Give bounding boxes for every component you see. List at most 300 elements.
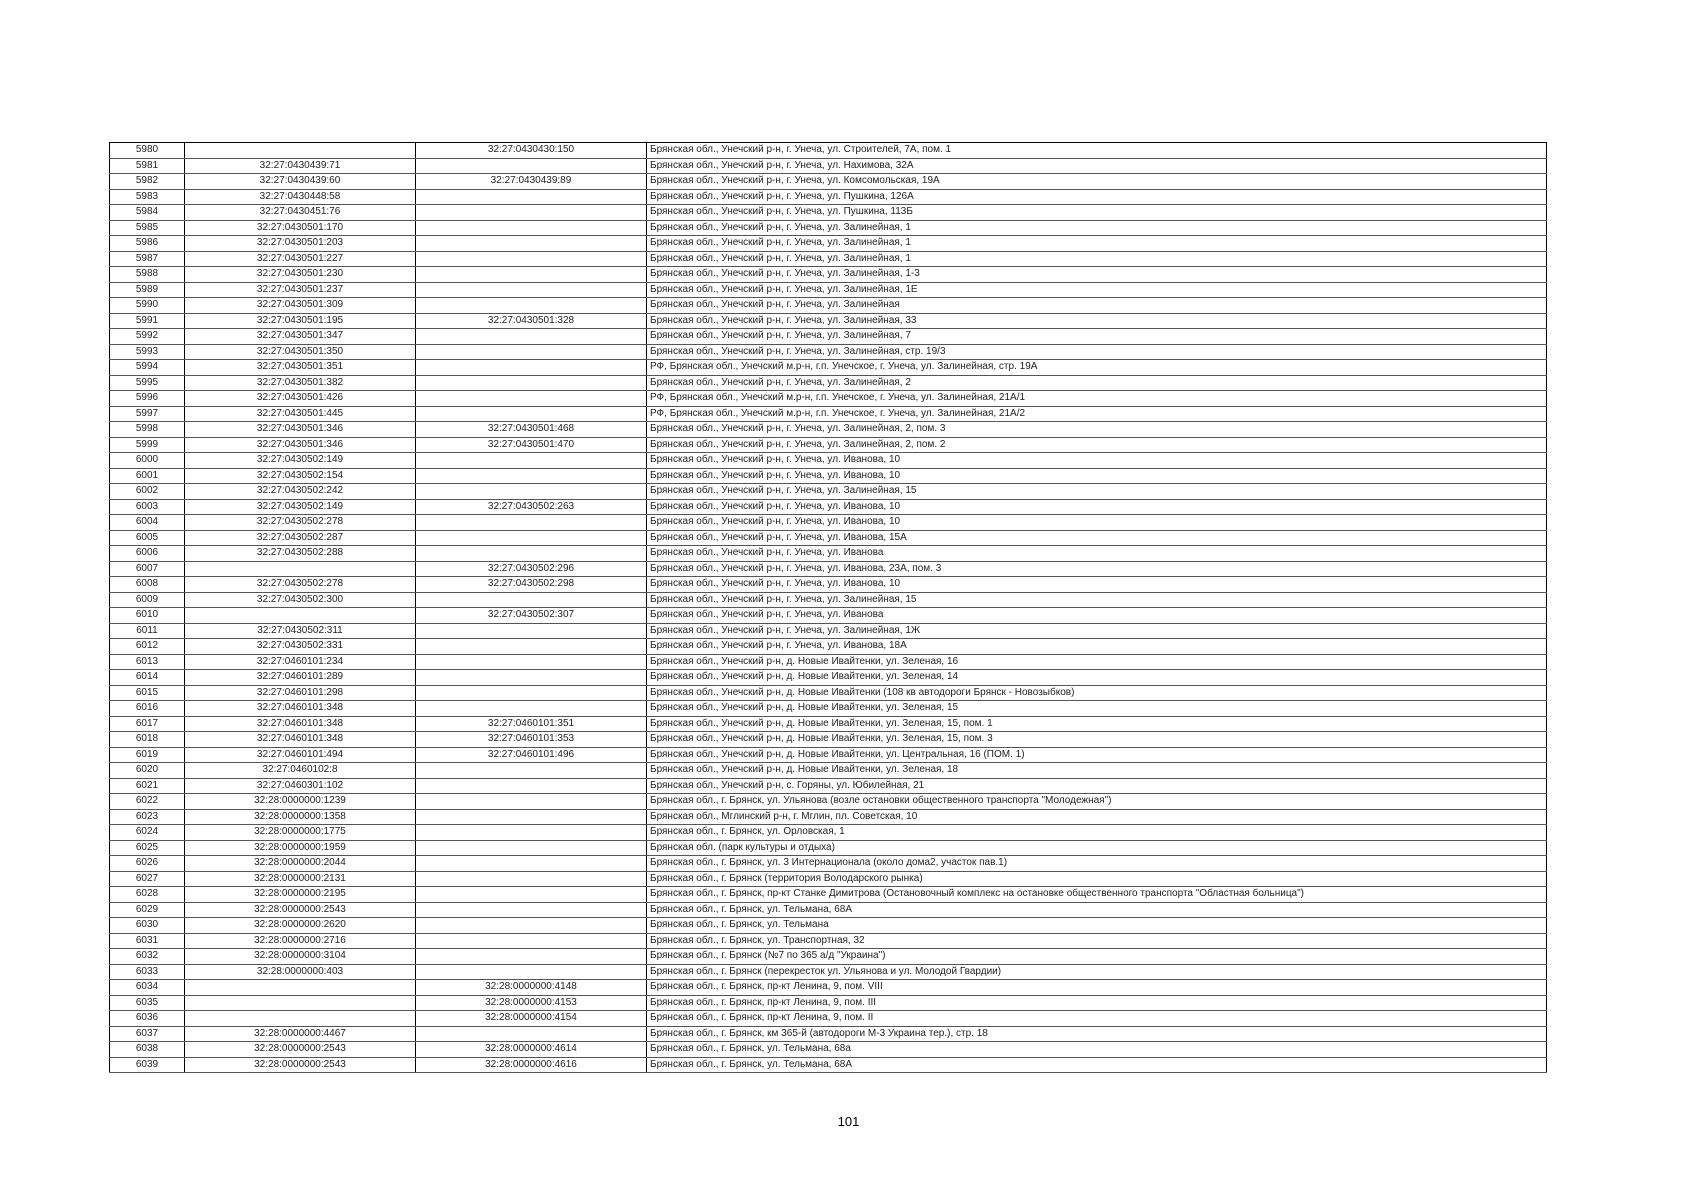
cadastral-number-cell: 32:27:0430502:300 xyxy=(185,592,416,608)
address-cell: Брянская обл., Унечский р-н, д. Новые Ивайтенки, ул. Зеленая, 18 xyxy=(647,763,1547,779)
row-number-cell: 6009 xyxy=(110,592,185,608)
cadastral-number-cell: 32:27:0430501:346 xyxy=(185,437,416,453)
table-row xyxy=(110,949,1547,965)
row-number-cell: 6034 xyxy=(110,980,185,996)
cadastral-number-cell: 32:27:0460101:289 xyxy=(185,670,416,686)
row-number-cell: 6001 xyxy=(110,468,185,484)
cadastral-number-cell: 32:27:0430501:203 xyxy=(185,236,416,252)
address-cell: Брянская обл., Унечский р-н, г. Унеча, ул. Пушкина, 126А xyxy=(647,189,1547,205)
linked-cadastral-number-cell: 32:28:0000000:4614 xyxy=(416,1042,647,1058)
address-cell: Брянская обл., г. Брянск, пр-кт Ленина, 9, пом. II xyxy=(647,1011,1547,1027)
cadastral-number-cell: 32:28:0000000:1959 xyxy=(185,840,416,856)
linked-cadastral-number-cell xyxy=(416,298,647,314)
cadastral-number-cell xyxy=(185,143,416,159)
cadastral-number-cell: 32:28:0000000:2716 xyxy=(185,933,416,949)
linked-cadastral-number-cell: 32:27:0430430:150 xyxy=(416,143,647,159)
address-cell: Брянская обл., Унечский р-н, г. Унеча, ул. Залинейная, 33 xyxy=(647,313,1547,329)
linked-cadastral-number-cell xyxy=(416,484,647,500)
address-cell: Брянская обл., Унечский р-н, г. Унеча, ул. Иванова, 10 xyxy=(647,468,1547,484)
linked-cadastral-number-cell xyxy=(416,1026,647,1042)
address-cell: Брянская обл., Унечский р-н, г. Унеча, ул. Залинейная, 7 xyxy=(647,329,1547,345)
row-number-cell: 6028 xyxy=(110,887,185,903)
cadastral-number-cell: 32:27:0430501:309 xyxy=(185,298,416,314)
registry-table xyxy=(109,142,1547,1073)
cadastral-number-cell: 32:27:0430502:287 xyxy=(185,530,416,546)
linked-cadastral-number-cell xyxy=(416,546,647,562)
table-row xyxy=(110,887,1547,903)
linked-cadastral-number-cell xyxy=(416,654,647,670)
table-row xyxy=(110,794,1547,810)
address-cell: Брянская обл., Унечский р-н, г. Унеча, ул. Залинейная, 2, пом. 2 xyxy=(647,437,1547,453)
row-number-cell: 6033 xyxy=(110,964,185,980)
table-row xyxy=(110,701,1547,717)
table-row xyxy=(110,747,1547,763)
linked-cadastral-number-cell xyxy=(416,809,647,825)
table-row xyxy=(110,933,1547,949)
table-row xyxy=(110,840,1547,856)
table-row xyxy=(110,685,1547,701)
cadastral-number-cell: 32:27:0430502:242 xyxy=(185,484,416,500)
cadastral-number-cell: 32:27:0460101:348 xyxy=(185,716,416,732)
row-number-cell: 6017 xyxy=(110,716,185,732)
table-row xyxy=(110,329,1547,345)
table-row xyxy=(110,871,1547,887)
row-number-cell: 6008 xyxy=(110,577,185,593)
table-row xyxy=(110,484,1547,500)
table-row xyxy=(110,778,1547,794)
cadastral-number-cell: 32:27:0430502:154 xyxy=(185,468,416,484)
table-row xyxy=(110,1011,1547,1027)
row-number-cell: 5981 xyxy=(110,158,185,174)
cadastral-number-cell: 32:27:0430501:350 xyxy=(185,344,416,360)
table-row xyxy=(110,856,1547,872)
cadastral-number-cell: 32:28:0000000:4467 xyxy=(185,1026,416,1042)
linked-cadastral-number-cell xyxy=(416,856,647,872)
address-cell: Брянская обл., г. Брянск, пр-кт Ленина, 9, пом. III xyxy=(647,995,1547,1011)
linked-cadastral-number-cell: 32:27:0460101:353 xyxy=(416,732,647,748)
address-cell: Брянская обл., Унечский р-н, г. Унеча, ул. Залинейная, 1-3 xyxy=(647,267,1547,283)
table-row xyxy=(110,918,1547,934)
table-row xyxy=(110,809,1547,825)
row-number-cell: 6023 xyxy=(110,809,185,825)
table-row xyxy=(110,577,1547,593)
table-row xyxy=(110,670,1547,686)
cadastral-number-cell: 32:27:0430451:76 xyxy=(185,205,416,221)
cadastral-number-cell: 32:28:0000000:2543 xyxy=(185,902,416,918)
address-cell: Брянская обл., Унечский р-н, д. Новые Ивайтенки, ул. Зеленая, 16 xyxy=(647,654,1547,670)
linked-cadastral-number-cell: 32:27:0430501:470 xyxy=(416,437,647,453)
cadastral-number-cell: 32:27:0430501:347 xyxy=(185,329,416,345)
table-row xyxy=(110,437,1547,453)
cadastral-number-cell: 32:27:0430502:278 xyxy=(185,577,416,593)
row-number-cell: 6003 xyxy=(110,499,185,515)
registry-table-body xyxy=(110,143,1547,1073)
linked-cadastral-number-cell xyxy=(416,949,647,965)
linked-cadastral-number-cell xyxy=(416,825,647,841)
cadastral-number-cell xyxy=(185,995,416,1011)
linked-cadastral-number-cell xyxy=(416,778,647,794)
address-cell: Брянская обл., Унечский р-н, г. Унеча, ул. Иванова, 10 xyxy=(647,499,1547,515)
table-row xyxy=(110,313,1547,329)
row-number-cell: 6026 xyxy=(110,856,185,872)
row-number-cell: 6038 xyxy=(110,1042,185,1058)
linked-cadastral-number-cell xyxy=(416,236,647,252)
table-row xyxy=(110,623,1547,639)
row-number-cell: 5995 xyxy=(110,375,185,391)
row-number-cell: 5991 xyxy=(110,313,185,329)
linked-cadastral-number-cell xyxy=(416,902,647,918)
linked-cadastral-number-cell: 32:27:0460101:351 xyxy=(416,716,647,732)
address-cell: Брянская обл., Унечский р-н, д. Новые Ивайтенки, ул. Центральная, 16 (ПОМ. 1) xyxy=(647,747,1547,763)
table-row xyxy=(110,995,1547,1011)
cadastral-number-cell: 32:27:0430501:382 xyxy=(185,375,416,391)
cadastral-number-cell: 32:27:0460301:102 xyxy=(185,778,416,794)
linked-cadastral-number-cell xyxy=(416,251,647,267)
linked-cadastral-number-cell xyxy=(416,701,647,717)
address-cell: Брянская обл., г. Брянск, ул. Тельмана, 68А xyxy=(647,902,1547,918)
linked-cadastral-number-cell xyxy=(416,406,647,422)
table-row xyxy=(110,282,1547,298)
row-number-cell: 5983 xyxy=(110,189,185,205)
row-number-cell: 6022 xyxy=(110,794,185,810)
linked-cadastral-number-cell: 32:28:0000000:4154 xyxy=(416,1011,647,1027)
cadastral-number-cell: 32:27:0430448:58 xyxy=(185,189,416,205)
table-row xyxy=(110,220,1547,236)
row-number-cell: 6005 xyxy=(110,530,185,546)
linked-cadastral-number-cell xyxy=(416,685,647,701)
row-number-cell: 5982 xyxy=(110,174,185,190)
address-cell: Брянская обл., г. Брянск, пр-кт Станке Димитрова (Остановочный комплекс на остановке общественного транспорта "Областная больница") xyxy=(647,887,1547,903)
linked-cadastral-number-cell: 32:27:0430501:328 xyxy=(416,313,647,329)
row-number-cell: 6014 xyxy=(110,670,185,686)
table-row xyxy=(110,391,1547,407)
row-number-cell: 6035 xyxy=(110,995,185,1011)
linked-cadastral-number-cell xyxy=(416,344,647,360)
address-cell: Брянская обл., Унечский р-н, г. Унеча, ул. Пушкина, 113Б xyxy=(647,205,1547,221)
table-row xyxy=(110,716,1547,732)
address-cell: Брянская обл., Унечский р-н, д. Новые Ивайтенки, ул. Зеленая, 15, пом. 1 xyxy=(647,716,1547,732)
linked-cadastral-number-cell: 32:28:0000000:4616 xyxy=(416,1057,647,1073)
row-number-cell: 5999 xyxy=(110,437,185,453)
row-number-cell: 6019 xyxy=(110,747,185,763)
address-cell: Брянская обл., Унечский р-н, д. Новые Ивайтенки, ул. Зеленая, 15 xyxy=(647,701,1547,717)
address-cell: Брянская обл., Унечский р-н, д. Новые Ивайтенки, ул. Зеленая, 14 xyxy=(647,670,1547,686)
linked-cadastral-number-cell xyxy=(416,670,647,686)
linked-cadastral-number-cell: 32:27:0430502:298 xyxy=(416,577,647,593)
cadastral-number-cell: 32:27:0460102:8 xyxy=(185,763,416,779)
address-cell: Брянская обл., Унечский р-н, г. Унеча, ул. Залинейная, 1 xyxy=(647,220,1547,236)
linked-cadastral-number-cell: 32:27:0430502:296 xyxy=(416,561,647,577)
row-number-cell: 5994 xyxy=(110,360,185,376)
address-cell: Брянская обл., г. Брянск, ул. 3 Интернационала (около дома2, участок пав.1) xyxy=(647,856,1547,872)
address-cell: Брянская обл., Унечский р-н, д. Новые Ивайтенки, ул. Зеленая, 15, пом. 3 xyxy=(647,732,1547,748)
cadastral-number-cell: 32:27:0430501:237 xyxy=(185,282,416,298)
cadastral-number-cell: 32:28:0000000:2131 xyxy=(185,871,416,887)
address-cell: Брянская обл., Унечский р-н, г. Унеча, ул. Иванова, 10 xyxy=(647,577,1547,593)
cadastral-number-cell xyxy=(185,980,416,996)
row-number-cell: 6036 xyxy=(110,1011,185,1027)
cadastral-number-cell: 32:28:0000000:1358 xyxy=(185,809,416,825)
linked-cadastral-number-cell: 32:27:0460101:496 xyxy=(416,747,647,763)
table-row xyxy=(110,1057,1547,1073)
address-cell: РФ, Брянская обл., Унечский м.р-н, г.п. Унечское, г. Унеча, ул. Залинейная, стр. 19А xyxy=(647,360,1547,376)
row-number-cell: 5984 xyxy=(110,205,185,221)
linked-cadastral-number-cell xyxy=(416,592,647,608)
address-cell: Брянская обл., Унечский р-н, г. Унеча, ул. Нахимова, 32А xyxy=(647,158,1547,174)
cadastral-number-cell: 32:28:0000000:2620 xyxy=(185,918,416,934)
cadastral-number-cell: 32:27:0430502:149 xyxy=(185,499,416,515)
address-cell: РФ, Брянская обл., Унечский м.р-н, г.п. Унечское, г. Унеча, ул. Залинейная, 21А/2 xyxy=(647,406,1547,422)
address-cell: Брянская обл., Унечский р-н, г. Унеча, ул. Залинейная, 1Ж xyxy=(647,623,1547,639)
address-cell: Брянская обл., г. Брянск, ул. Орловская, 1 xyxy=(647,825,1547,841)
address-cell: Брянская обл., Унечский р-н, г. Унеча, ул. Залинейная, 2, пом. 3 xyxy=(647,422,1547,438)
table-row xyxy=(110,732,1547,748)
linked-cadastral-number-cell xyxy=(416,623,647,639)
row-number-cell: 6027 xyxy=(110,871,185,887)
linked-cadastral-number-cell xyxy=(416,918,647,934)
table-row xyxy=(110,205,1547,221)
cadastral-number-cell: 32:28:0000000:2543 xyxy=(185,1057,416,1073)
linked-cadastral-number-cell xyxy=(416,220,647,236)
row-number-cell: 6025 xyxy=(110,840,185,856)
row-number-cell: 5980 xyxy=(110,143,185,159)
address-cell: Брянская обл., Унечский р-н, г. Унеча, ул. Иванова xyxy=(647,608,1547,624)
linked-cadastral-number-cell: 32:27:0430501:468 xyxy=(416,422,647,438)
row-number-cell: 5989 xyxy=(110,282,185,298)
table-row xyxy=(110,468,1547,484)
linked-cadastral-number-cell: 32:27:0430439:89 xyxy=(416,174,647,190)
cadastral-number-cell: 32:28:0000000:3104 xyxy=(185,949,416,965)
row-number-cell: 6021 xyxy=(110,778,185,794)
address-cell: Брянская обл., Унечский р-н, г. Унеча, ул. Залинейная, 1Е xyxy=(647,282,1547,298)
cadastral-number-cell: 32:27:0460101:234 xyxy=(185,654,416,670)
row-number-cell: 5985 xyxy=(110,220,185,236)
linked-cadastral-number-cell xyxy=(416,871,647,887)
row-number-cell: 5988 xyxy=(110,267,185,283)
address-cell: Брянская обл., Унечский р-н, г. Унеча, ул. Залинейная xyxy=(647,298,1547,314)
table-row xyxy=(110,1026,1547,1042)
cadastral-number-cell: 32:27:0460101:348 xyxy=(185,732,416,748)
table-row xyxy=(110,980,1547,996)
cadastral-number-cell: 32:27:0430501:230 xyxy=(185,267,416,283)
row-number-cell: 6010 xyxy=(110,608,185,624)
linked-cadastral-number-cell xyxy=(416,189,647,205)
table-row xyxy=(110,422,1547,438)
cadastral-number-cell: 32:27:0430502:149 xyxy=(185,453,416,469)
row-number-cell: 5998 xyxy=(110,422,185,438)
row-number-cell: 5996 xyxy=(110,391,185,407)
linked-cadastral-number-cell: 32:28:0000000:4148 xyxy=(416,980,647,996)
linked-cadastral-number-cell xyxy=(416,391,647,407)
table-row xyxy=(110,344,1547,360)
table-row xyxy=(110,515,1547,531)
cadastral-number-cell: 32:27:0430501:445 xyxy=(185,406,416,422)
table-row xyxy=(110,298,1547,314)
table-row xyxy=(110,592,1547,608)
table-row xyxy=(110,639,1547,655)
cadastral-number-cell xyxy=(185,561,416,577)
address-cell: Брянская обл., г. Брянск (перекресток ул. Ульянова и ул. Молодой Гвардии) xyxy=(647,964,1547,980)
linked-cadastral-number-cell: 32:27:0430502:307 xyxy=(416,608,647,624)
cadastral-number-cell: 32:27:0430439:71 xyxy=(185,158,416,174)
cadastral-number-cell: 32:27:0430502:278 xyxy=(185,515,416,531)
linked-cadastral-number-cell xyxy=(416,887,647,903)
row-number-cell: 5993 xyxy=(110,344,185,360)
table-row xyxy=(110,825,1547,841)
linked-cadastral-number-cell xyxy=(416,329,647,345)
address-cell: Брянская обл., г. Брянск (№7 по 365 а/д "Украина") xyxy=(647,949,1547,965)
cadastral-number-cell: 32:27:0430501:170 xyxy=(185,220,416,236)
cadastral-number-cell: 32:28:0000000:1775 xyxy=(185,825,416,841)
row-number-cell: 6002 xyxy=(110,484,185,500)
row-number-cell: 6004 xyxy=(110,515,185,531)
row-number-cell: 5992 xyxy=(110,329,185,345)
linked-cadastral-number-cell xyxy=(416,375,647,391)
address-cell: Брянская обл., Унечский р-н, г. Унеча, ул. Комсомольская, 19А xyxy=(647,174,1547,190)
linked-cadastral-number-cell xyxy=(416,515,647,531)
cadastral-number-cell: 32:28:0000000:2044 xyxy=(185,856,416,872)
row-number-cell: 6006 xyxy=(110,546,185,562)
table-row xyxy=(110,654,1547,670)
linked-cadastral-number-cell xyxy=(416,158,647,174)
address-cell: Брянская обл., Унечский р-н, г. Унеча, ул. Иванова, 18А xyxy=(647,639,1547,655)
address-cell: Брянская обл., Унечский р-н, г. Унеча, ул. Иванова, 10 xyxy=(647,453,1547,469)
row-number-cell: 6029 xyxy=(110,902,185,918)
table-row xyxy=(110,143,1547,159)
table-row xyxy=(110,453,1547,469)
linked-cadastral-number-cell xyxy=(416,964,647,980)
address-cell: Брянская обл., Унечский р-н, г. Унеча, ул. Залинейная, 15 xyxy=(647,484,1547,500)
linked-cadastral-number-cell xyxy=(416,763,647,779)
address-cell: Брянская обл., г. Брянск, км 365-й (автодороги М-3 Украина тер.), стр. 18 xyxy=(647,1026,1547,1042)
row-number-cell: 6013 xyxy=(110,654,185,670)
address-cell: Брянская обл., г. Брянск, ул. Тельмана, 68а xyxy=(647,1042,1547,1058)
table-row xyxy=(110,561,1547,577)
linked-cadastral-number-cell: 32:28:0000000:4153 xyxy=(416,995,647,1011)
linked-cadastral-number-cell xyxy=(416,530,647,546)
row-number-cell: 5990 xyxy=(110,298,185,314)
cadastral-number-cell: 32:27:0460101:494 xyxy=(185,747,416,763)
cadastral-number-cell xyxy=(185,608,416,624)
row-number-cell: 6016 xyxy=(110,701,185,717)
cadastral-number-cell: 32:28:0000000:2543 xyxy=(185,1042,416,1058)
cadastral-number-cell: 32:27:0430501:351 xyxy=(185,360,416,376)
row-number-cell: 5997 xyxy=(110,406,185,422)
cadastral-number-cell: 32:28:0000000:2195 xyxy=(185,887,416,903)
cadastral-number-cell: 32:27:0430502:288 xyxy=(185,546,416,562)
linked-cadastral-number-cell xyxy=(416,282,647,298)
cadastral-number-cell: 32:27:0430502:311 xyxy=(185,623,416,639)
cadastral-number-cell xyxy=(185,1011,416,1027)
row-number-cell: 6032 xyxy=(110,949,185,965)
row-number-cell: 5987 xyxy=(110,251,185,267)
address-cell: Брянская обл., г. Брянск, ул. Ульянова (возле остановки общественного транспорта "Молодежная") xyxy=(647,794,1547,810)
table-row xyxy=(110,763,1547,779)
row-number-cell: 6030 xyxy=(110,918,185,934)
linked-cadastral-number-cell: 32:27:0430502:263 xyxy=(416,499,647,515)
row-number-cell: 6012 xyxy=(110,639,185,655)
address-cell: Брянская обл., г. Брянск, пр-кт Ленина, 9, пом. VIII xyxy=(647,980,1547,996)
table-row xyxy=(110,499,1547,515)
cadastral-number-cell: 32:28:0000000:1239 xyxy=(185,794,416,810)
table-row xyxy=(110,530,1547,546)
cadastral-number-cell: 32:28:0000000:403 xyxy=(185,964,416,980)
linked-cadastral-number-cell xyxy=(416,639,647,655)
table-row xyxy=(110,406,1547,422)
table-row xyxy=(110,1042,1547,1058)
address-cell: Брянская обл., г. Брянск, ул. Тельмана, 68А xyxy=(647,1057,1547,1073)
address-cell: Брянская обл., г. Брянск, ул. Тельмана xyxy=(647,918,1547,934)
address-cell: Брянская обл., Унечский р-н, г. Унеча, ул. Залинейная, 1 xyxy=(647,251,1547,267)
address-cell: Брянская обл., Унечский р-н, г. Унеча, ул. Залинейная, 2 xyxy=(647,375,1547,391)
row-number-cell: 6015 xyxy=(110,685,185,701)
linked-cadastral-number-cell xyxy=(416,205,647,221)
address-cell: Брянская обл., г. Брянск (территория Володарского рынка) xyxy=(647,871,1547,887)
linked-cadastral-number-cell xyxy=(416,360,647,376)
cadastral-number-cell: 32:27:0430501:227 xyxy=(185,251,416,267)
table-row xyxy=(110,375,1547,391)
address-cell: Брянская обл., Унечский р-н, г. Унеча, ул. Иванова xyxy=(647,546,1547,562)
table-row xyxy=(110,608,1547,624)
address-cell: Брянская обл., Унечский р-н, г. Унеча, ул. Залинейная, 15 xyxy=(647,592,1547,608)
row-number-cell: 6007 xyxy=(110,561,185,577)
address-cell: Брянская обл. (парк культуры и отдыха) xyxy=(647,840,1547,856)
row-number-cell: 6018 xyxy=(110,732,185,748)
address-cell: Брянская обл., Унечский р-н, д. Новые Ивайтенки (108 кв автодороги Брянск - Новозыбков) xyxy=(647,685,1547,701)
table-row xyxy=(110,158,1547,174)
address-cell: Брянская обл., Унечский р-н, г. Унеча, ул. Строителей, 7А, пом. 1 xyxy=(647,143,1547,159)
row-number-cell: 6020 xyxy=(110,763,185,779)
table-row xyxy=(110,902,1547,918)
address-cell: Брянская обл., Унечский р-н, г. Унеча, ул. Иванова, 23А, пом. 3 xyxy=(647,561,1547,577)
cadastral-number-cell: 32:27:0460101:348 xyxy=(185,701,416,717)
table-row xyxy=(110,546,1547,562)
table-row xyxy=(110,360,1547,376)
address-cell: Брянская обл., Мглинский р-н, г. Мглин, пл. Советская, 10 xyxy=(647,809,1547,825)
address-cell: Брянская обл., Унечский р-н, г. Унеча, ул. Иванова, 15А xyxy=(647,530,1547,546)
table-row xyxy=(110,267,1547,283)
row-number-cell: 6011 xyxy=(110,623,185,639)
address-cell: Брянская обл., Унечский р-н, с. Горяны, ул. Юбилейная, 21 xyxy=(647,778,1547,794)
table-row xyxy=(110,964,1547,980)
cadastral-number-cell: 32:27:0430501:195 xyxy=(185,313,416,329)
linked-cadastral-number-cell xyxy=(416,933,647,949)
linked-cadastral-number-cell xyxy=(416,840,647,856)
table-row xyxy=(110,174,1547,190)
address-cell: Брянская обл., Унечский р-н, г. Унеча, ул. Залинейная, стр. 19/3 xyxy=(647,344,1547,360)
row-number-cell: 6000 xyxy=(110,453,185,469)
row-number-cell: 5986 xyxy=(110,236,185,252)
cadastral-number-cell: 32:27:0460101:298 xyxy=(185,685,416,701)
table-row xyxy=(110,236,1547,252)
address-cell: Брянская обл., Унечский р-н, г. Унеча, ул. Иванова, 10 xyxy=(647,515,1547,531)
address-cell: Брянская обл., Унечский р-н, г. Унеча, ул. Залинейная, 1 xyxy=(647,236,1547,252)
linked-cadastral-number-cell xyxy=(416,453,647,469)
table-row xyxy=(110,251,1547,267)
cadastral-number-cell: 32:27:0430502:331 xyxy=(185,639,416,655)
linked-cadastral-number-cell xyxy=(416,468,647,484)
table-row xyxy=(110,189,1547,205)
linked-cadastral-number-cell xyxy=(416,794,647,810)
address-cell: Брянская обл., г. Брянск, ул. Транспортная, 32 xyxy=(647,933,1547,949)
cadastral-number-cell: 32:27:0430501:426 xyxy=(185,391,416,407)
address-cell: РФ, Брянская обл., Унечский м.р-н, г.п. Унечское, г. Унеча, ул. Залинейная, 21А/1 xyxy=(647,391,1547,407)
page-number: 101 xyxy=(837,1114,860,1129)
cadastral-number-cell: 32:27:0430501:346 xyxy=(185,422,416,438)
row-number-cell: 6037 xyxy=(110,1026,185,1042)
row-number-cell: 6024 xyxy=(110,825,185,841)
row-number-cell: 6031 xyxy=(110,933,185,949)
